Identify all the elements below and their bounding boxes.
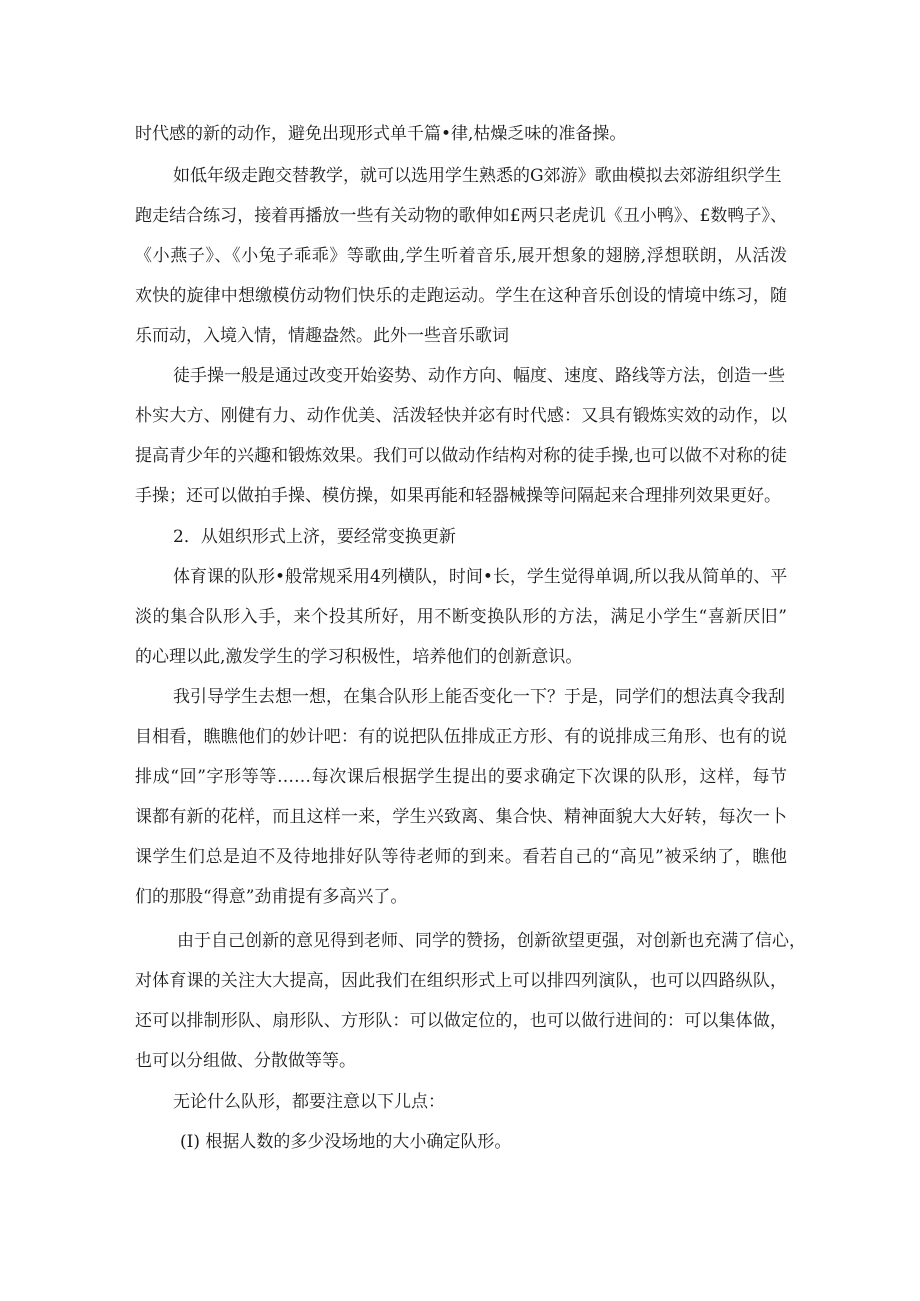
- text-line: 时代感的新的动作，避免出现形式单千篇•律,枯燥乏味的准备操。: [135, 124, 627, 144]
- text-line: 目相看，瞧瞧他们的妙计吧：有的说把队伍排成正方形、有的说排成三角形、也有的说: [135, 727, 787, 747]
- text-line: 体育课的队形•般常规采用4列横队，时间•长，学生觉得单调,所以我从简单的、平: [173, 567, 788, 587]
- text-line: 淡的集合队形入手，来个投其所好，用不断变换队形的方法，满足小学生“喜新厌旧”: [135, 607, 787, 627]
- text-line: 乐而动，入境入情，情趣盎然。此外一些音乐歌词: [135, 326, 509, 346]
- text-line: 也可以分组做、分散做等等。: [135, 1051, 356, 1071]
- text-line: 欢快的旋律中想缴模仿动物们快乐的走跑运动。学生在这种音乐创设的情境中练习，随: [135, 286, 787, 306]
- text-line: 提高青少年的兴趣和锻炼效果。我们可以做动作结构对称的徒手操,也可以做不对称的徒: [135, 446, 787, 466]
- text-line: 无论什么队形，都要注意以下儿点：: [173, 1092, 445, 1112]
- text-line: 徒手操一般是通过改变开始姿势、动作方向、幅度、速度、路线等方法，创造一些: [173, 366, 785, 386]
- text-line: 排成“回”字形等等……每次课后根据学生提出的要求确定下次课的队形，这样，每节: [135, 767, 787, 787]
- text-line: 由于自己创新的意见得到老师、同学的赞扬，创新欲望更强，对创新也充满了信心，: [177, 931, 806, 951]
- text-line: 课学生们总是迫不及待地排好队等待老师的到来。看若自己的“高见”被采纳了，瞧他: [135, 847, 787, 867]
- text-line: 朴实大方、刚健有力、动作优美、活泼轻快并宓有时代感：又具有锻炼实效的动作，以: [135, 406, 787, 426]
- text-line: 跑走结合练习，接着再播放一些有关动物的歌伸如£两只老虎讥《丑小鸭》、£数鸭子》、: [135, 206, 787, 226]
- text-line: 如低年级走跑交替教学，就可以选用学生熟悉的G郊游》歌曲模拟去郊游组织学生: [173, 166, 782, 186]
- text-line: 《小燕子》、《小兔子乖乖》等歌曲,学生听着音乐,展开想象的翅膀,浮想联朗，从活泼: [135, 246, 787, 266]
- text-line: 我引导学生去想一想，在集合队形上能否变化一下？于是，同学们的想法真令我刮: [173, 687, 785, 707]
- text-line: 还可以排制形队、扇形队、方形队：可以做定位的，也可以做行进间的：可以集体做，: [135, 1011, 787, 1031]
- text-line: 的心理以此,激发学生的学习积极性，培养他们的创新意识。: [135, 647, 583, 667]
- section-heading: 2．从姐织形式上济，要经常变换更新: [173, 527, 456, 547]
- text-line: 手操；还可以做拍手操、模仿操，如果再能和轻器械操等问隔起来合理排列效果更好。: [135, 486, 781, 506]
- text-line: 们的那股“得意”劲甫提有多高兴了。: [135, 887, 408, 907]
- text-line: 对体育课的关注大大提高，因此我们在组织形式上可以排四列演队，也可以四路纵队，: [135, 971, 787, 991]
- text-line: 课都有新的花样，而且这样一来，学生兴致离、集合快、精神面貌大大好转，每次一卜: [135, 807, 787, 827]
- list-item: (I) 根据人数的多少没场地的大小确定队形。: [180, 1132, 512, 1152]
